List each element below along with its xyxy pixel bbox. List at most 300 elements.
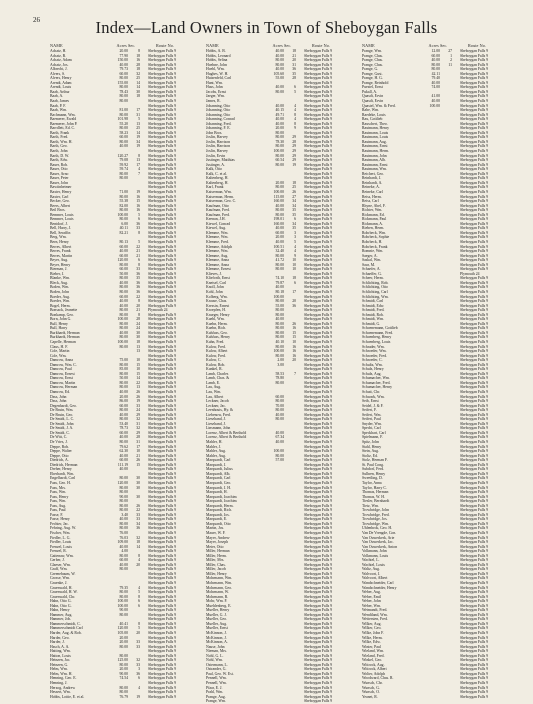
- acres-value: 80.00: [275, 308, 284, 313]
- section-value: 10: [136, 367, 140, 372]
- section-value: 6: [138, 599, 140, 604]
- section-value: 16: [292, 349, 296, 354]
- route-value: Sheboygan Falls 9: [460, 635, 489, 640]
- section-value: 8: [138, 312, 140, 317]
- route-value: Sheboygan Falls 9: [304, 199, 333, 204]
- owner-name: Schaefer, A.: [362, 267, 381, 272]
- section-value: 33: [136, 403, 140, 408]
- route-value: Sheboygan Falls 9: [304, 194, 333, 199]
- route-value: Sheboygan Falls 9: [148, 694, 177, 699]
- acres-value: 86.00: [119, 399, 128, 404]
- owner-name: Engelhardt, Carl: [50, 476, 76, 481]
- route-value: Sheboygan Falls 9: [460, 53, 489, 58]
- owner-name: Cole, Martin: [50, 349, 70, 354]
- acres-value: 40.00: [275, 412, 284, 417]
- owner-name: Faas, Wm.: [50, 490, 67, 495]
- owner-name: Rabe, Wm.: [362, 108, 380, 113]
- owner-name: Seifert, Wm.: [362, 412, 382, 417]
- section-value: 14: [136, 80, 140, 85]
- acres-value: 3.40: [121, 512, 128, 517]
- owner-name: Schaeffer, G.: [362, 271, 382, 276]
- section-value: 29: [292, 158, 296, 163]
- section-value: 4: [294, 249, 296, 254]
- acres-value: 6.00: [121, 221, 128, 226]
- route-value: Sheboygan Falls 9: [460, 658, 489, 663]
- acres-value: 40.00: [275, 53, 284, 58]
- route-value: Sheboygan Falls 9: [304, 117, 333, 122]
- owner-name: Volkmann, Louis: [362, 553, 389, 558]
- owner-name: Hughes, W. H.: [206, 71, 229, 76]
- owner-name: Woodward, Chas. R.: [362, 676, 394, 681]
- acres-value: 40.00: [275, 103, 284, 108]
- route-value: Sheboygan Falls 9: [460, 594, 489, 599]
- owner-name: Rohrbeck, H.: [362, 239, 383, 244]
- owner-name: Helm, Wm.: [50, 667, 68, 672]
- section-value: 7: [138, 171, 140, 176]
- section-value: 36: [136, 221, 140, 226]
- route-value: Sheboygan Falls 9: [148, 631, 177, 635]
- route-value: Sheboygan Falls 9: [148, 440, 177, 445]
- route-value: Sheboygan Falls 9: [304, 612, 333, 617]
- owner-name: Nieman, Mrs.: [206, 649, 227, 654]
- route-value: Sheboygan Falls 9: [148, 249, 177, 254]
- section-value: 4: [294, 108, 296, 113]
- owner-name: Damrow, Ernst: [50, 376, 73, 381]
- owner-name: Damrow, Herman: [50, 385, 78, 390]
- owner-name: Harder, Geo.: [50, 635, 70, 640]
- owner-name: Johanning, Otto: [206, 112, 231, 117]
- route-value: Sheboygan Falls 9: [148, 321, 177, 326]
- owner-name: Marquardt, Carl: [206, 458, 231, 463]
- route-value: Sheboygan Falls 9: [460, 94, 489, 99]
- section-value: 27: [448, 49, 452, 53]
- owner-name: Bell, Harry, J.: [50, 226, 72, 231]
- route-value: Sheboygan Falls 9: [460, 194, 489, 199]
- route-value: Sheboygan Falls 9: [148, 467, 177, 472]
- route-value: Sheboygan Falls 9: [304, 380, 333, 385]
- route-value: Sheboygan Falls 9: [304, 658, 333, 663]
- owner-name: Marquardt, Geo.: [206, 480, 232, 485]
- section-value: 30: [136, 335, 140, 340]
- acres-value: 150.00: [117, 58, 128, 63]
- owner-name: Liesehand, J.: [206, 417, 226, 422]
- acres-value: 60.00: [119, 71, 128, 76]
- owner-name: Gerber, J.: [50, 558, 65, 563]
- route-value: Sheboygan Falls 9: [304, 253, 333, 258]
- route-value: Sheboygan Falls 9: [148, 612, 177, 617]
- section-value: 8: [138, 49, 140, 53]
- owner-name: Winkel, Geo.: [362, 658, 383, 663]
- route-value: Sheboygan Falls 9: [148, 617, 177, 622]
- route-value: Sheboygan Falls 9: [460, 67, 489, 72]
- owner-name: Van De Vrengde, Con.: [362, 530, 397, 535]
- section-value: 20: [292, 299, 296, 304]
- route-value: Sheboygan Falls 9: [304, 226, 333, 231]
- section-value: 21: [136, 453, 140, 458]
- route-value: Sheboygan Falls 9: [304, 130, 333, 135]
- route-value: Sheboygan Falls 9: [148, 553, 177, 558]
- owner-name: Joslin, Harvey: [206, 149, 228, 154]
- acres-value: 40.00: [275, 285, 284, 290]
- owner-name: Rieben, Herm.: [362, 226, 385, 231]
- owner-name: Fischer, Wm.: [50, 530, 71, 535]
- section-value: 36: [136, 526, 140, 531]
- route-value: Sheboygan Falls 9: [148, 421, 177, 426]
- section-value: 36: [136, 289, 140, 294]
- route-value: Sheboygan Falls 9: [148, 449, 177, 454]
- owner-name: Lamb, Charles: [206, 371, 229, 376]
- owner-name: Hammerschmidt Carl: [50, 626, 83, 631]
- owner-name: Burkhardt, Herman: [50, 330, 80, 335]
- section-value: 13: [136, 158, 140, 163]
- route-value: Sheboygan Falls 9: [148, 199, 177, 204]
- owner-name: Jacobs, Ernst: [206, 89, 227, 94]
- route-value: Sheboygan Falls 9: [304, 544, 333, 549]
- route-value: Sheboygan Falls 9: [304, 344, 333, 349]
- route-value: Sheboygan Falls 9: [460, 485, 489, 490]
- owner-name: Berres, Frank: [50, 249, 71, 254]
- route-value: Sheboygan Falls 9: [304, 530, 333, 535]
- route-value: Sheboygan Falls 9: [304, 239, 333, 244]
- owner-name: Weber, Aug.: [362, 590, 381, 595]
- owner-name: Faas, Geo. H.: [50, 480, 71, 485]
- route-value: Sheboygan Falls 9: [304, 676, 333, 681]
- section-value: 29: [292, 144, 296, 149]
- section-value: 13: [136, 349, 140, 354]
- owner-name: Hammerschmidt, C.: [50, 621, 81, 626]
- owner-name: Barth, Edw.: [50, 158, 68, 163]
- owner-name: Deppe, Otto: [50, 453, 69, 458]
- route-value: Sheboygan Falls 9: [304, 681, 333, 686]
- route-value: Sheboygan Falls 9: [304, 644, 333, 649]
- acres-value: 40.00: [275, 440, 284, 445]
- route-value: Sheboygan Falls 9: [460, 585, 489, 590]
- owner-name: Bleck, Aug.: [50, 280, 69, 285]
- owner-name: Faas, Wm.: [50, 499, 67, 504]
- owner-name: Prange, Chas.: [362, 58, 383, 63]
- acres-value: 100.00: [273, 149, 284, 154]
- acres-value: 40.00: [275, 239, 284, 244]
- acres-value: 80.00: [119, 289, 128, 294]
- section-value: 10: [136, 358, 140, 363]
- owner-name: Faas, Henry: [50, 494, 69, 499]
- route-value: Sheboygan Falls 9: [304, 499, 333, 504]
- owner-name: Boeder, Wm.: [50, 299, 71, 304]
- route-value: Sheboygan Falls 9: [460, 640, 489, 645]
- route-value: Sheboygan Falls 9: [460, 126, 489, 131]
- owner-name: Johanning, Otto: [206, 108, 231, 113]
- owner-name: Van Ouwerkerk, Jac.: [362, 540, 394, 545]
- route-value: Sheboygan Falls 9: [304, 390, 333, 395]
- route-value: Sheboygan Falls 9: [148, 130, 177, 135]
- table-row: [50, 695, 206, 700]
- owner-name: Tietz, Wm.: [362, 503, 379, 508]
- section-value: 36: [136, 671, 140, 676]
- owner-name: Wilke, Herm.: [362, 635, 383, 640]
- owner-name: Kulow, Rob.: [206, 362, 226, 367]
- route-value: Sheboygan Falls 9: [148, 294, 177, 299]
- route-value: Sheboygan Falls 9: [460, 149, 489, 154]
- owner-name: Heinzen, G.: [50, 662, 69, 667]
- route-value: Sheboygan Falls 9: [304, 617, 333, 622]
- acres-value: 40.00: [275, 226, 284, 231]
- route-value: Sheboygan Falls 9: [460, 667, 489, 672]
- section-value: 15: [136, 362, 140, 367]
- owner-name: Linsmann, John: [206, 426, 231, 431]
- route-value: Sheboygan Falls 9: [460, 117, 489, 122]
- acres-value: 20.00: [119, 635, 128, 640]
- route-value: Sheboygan Falls 9: [460, 644, 489, 649]
- owner-name: Mohrmann, W.: [206, 590, 229, 595]
- route-value: Sheboygan Falls 9: [304, 180, 333, 185]
- section-value: 18: [136, 94, 140, 99]
- section-value: 25: [136, 126, 140, 131]
- acres-value: 80.00: [119, 335, 128, 340]
- section-value: 25: [136, 76, 140, 81]
- section-value: 29: [136, 412, 140, 417]
- section-value: 4: [294, 244, 296, 249]
- route-value: Sheboygan Falls 9: [304, 321, 333, 326]
- route-value: Sheboygan Falls 9: [148, 203, 177, 208]
- acres-value: 80.00: [119, 194, 128, 199]
- owner-name: Schlichting, Otto: [362, 285, 388, 290]
- owner-name: Schmidt, Edw.: [362, 303, 385, 308]
- owner-name: Rohrbeck, Wm.: [362, 230, 387, 235]
- route-value: Sheboygan Falls 9: [148, 499, 177, 504]
- owner-name: Kroepfen, H.: [206, 308, 226, 313]
- owner-name: Damrow, Anna: [50, 358, 73, 363]
- acres-value: 79.35: [119, 585, 128, 590]
- route-value: Sheboygan Falls 9: [148, 335, 177, 340]
- owner-name: Schulz, Aug.: [362, 371, 382, 376]
- owner-name: James, R.: [206, 99, 221, 104]
- owner-name: Johanning, Conrad: [206, 117, 235, 122]
- route-value: Sheboygan Falls 9: [304, 235, 333, 240]
- acres-value: 80.00: [119, 485, 128, 490]
- owner-name: Mahler, H.: [206, 440, 223, 445]
- owner-name: Wilker, Geo.: [362, 626, 382, 631]
- acres-value: 80.00: [431, 62, 440, 67]
- acres-value: 55.00: [275, 303, 284, 308]
- route-value: Sheboygan Falls 9: [304, 53, 333, 58]
- route-value: Sheboygan Falls 9: [460, 135, 489, 140]
- owner-name: McKinnon, A.: [206, 640, 228, 645]
- owner-name: Rautmann, Louis: [362, 130, 389, 135]
- route-value: Sheboygan Falls 9: [148, 621, 177, 626]
- section-value: 10: [292, 340, 296, 344]
- section-value: 34: [136, 139, 140, 144]
- route-value: Sheboygan Falls 9: [304, 403, 333, 408]
- owner-name: Mahler, Aug.: [206, 453, 226, 458]
- route-value: Sheboygan Falls 9: [304, 67, 333, 72]
- owner-name: Reineke, A.: [362, 185, 380, 190]
- column-header: [206, 42, 362, 49]
- owner-name: Hobbs, Lottie, E. et al.: [50, 694, 85, 699]
- owner-name: Rickmann, Ed.: [362, 212, 385, 217]
- acres-value: 60.54: [275, 158, 284, 163]
- route-value: Sheboygan Falls 9: [460, 103, 489, 108]
- owner-name: Ostermann, L.: [206, 662, 228, 667]
- section-value: 16: [136, 208, 140, 213]
- owner-name: Reinhardt, A.: [362, 180, 383, 185]
- route-value: Sheboygan Falls 9: [460, 453, 489, 458]
- owner-name: Wittrock, Albert: [362, 667, 387, 672]
- route-value: Sheboygan Falls 9: [148, 690, 177, 695]
- owner-name: Bonkamp, Geo.: [50, 312, 74, 317]
- route-value: Sheboygan Falls 9: [148, 608, 177, 613]
- owner-name: Kulow, Fred.: [206, 353, 226, 358]
- route-value: Sheboygan Falls 9: [148, 444, 177, 449]
- section-value: 36: [136, 280, 140, 285]
- owner-name: Bern, Henry: [50, 239, 69, 244]
- route-value: Sheboygan Falls 9: [304, 276, 333, 281]
- owner-name: Schroeder, C.: [362, 358, 383, 363]
- route-value: Sheboygan Falls 9: [460, 208, 489, 213]
- owner-name: Kaufman, Fred.: [206, 208, 230, 213]
- owner-name: Klemme, Anna: [206, 258, 229, 263]
- owner-name: Wunsch, Chr.: [362, 681, 383, 686]
- section-value: 8: [138, 262, 140, 267]
- section-value: 35: [292, 212, 296, 217]
- owner-name: Stolz, Herman F.: [362, 458, 388, 463]
- owner-name: Uhlenbrok, Geo. H.: [362, 526, 393, 531]
- section-value: 19: [136, 399, 140, 404]
- acres-value: 80.00: [119, 567, 128, 572]
- section-value: 27: [292, 194, 296, 199]
- route-value: Sheboygan Falls 9: [148, 390, 177, 395]
- route-value: Sheboygan Falls 9: [148, 185, 177, 190]
- route-value: Sheboygan Falls 9: [460, 176, 489, 181]
- owner-name: Seifert, F.: [362, 408, 377, 413]
- acres-value: 80.00: [119, 662, 128, 667]
- owner-name: Gruenwald, H.: [50, 585, 73, 590]
- route-value: Sheboygan Falls 9: [460, 276, 489, 281]
- route-value: Sheboygan Falls 9: [148, 303, 177, 308]
- owner-name: Mohrmann, R.: [206, 594, 229, 599]
- owner-name: Kaiserman, Wm.: [206, 189, 232, 194]
- route-value: Sheboygan Falls 9: [148, 271, 177, 276]
- route-value: Sheboygan Falls 9: [460, 340, 489, 344]
- owner-name: Schoenberg, Louis: [362, 340, 391, 344]
- owner-name: Quasdt, Ervin: [362, 94, 384, 99]
- section-value: 35: [292, 71, 296, 76]
- route-value: Sheboygan Falls 9: [460, 212, 489, 217]
- owner-name: Blanke, Wm.: [50, 276, 71, 281]
- route-value: Sheboygan Falls 9: [148, 58, 177, 63]
- route-value: Sheboygan Falls 9: [460, 294, 489, 299]
- section-value: 6: [138, 217, 140, 222]
- route-value: Sheboygan Falls 9: [460, 326, 489, 331]
- owner-name: Faas, Mrs.: [50, 485, 66, 490]
- owner-name: Baab, Arthur: [50, 89, 70, 94]
- route-value: Sheboygan Falls 9: [148, 221, 177, 226]
- acres-value: 79.62: [119, 444, 128, 449]
- owner-name: Hoehl, Wm.: [206, 67, 225, 72]
- section-value: 15: [292, 330, 296, 335]
- route-value: Sheboygan Falls 9: [304, 108, 333, 113]
- route-value: Sheboygan Falls 9: [460, 253, 489, 258]
- owner-name: Hahn, Otto G.: [50, 599, 72, 604]
- owner-name: Berg, Wm.: [50, 235, 67, 240]
- owner-name: Damrow, Ed.: [50, 390, 71, 395]
- owner-name: Scheer, Herm.: [362, 276, 384, 281]
- acres-value: 109.00: [117, 540, 128, 545]
- route-value: Sheboygan Falls 9: [460, 89, 489, 94]
- owner-name: Bogel, Herm.: [50, 303, 71, 308]
- route-value: Sheboygan Falls 9: [148, 494, 177, 499]
- route-value: Sheboygan Falls 9: [304, 349, 333, 354]
- owner-name: Frenzel, Louis: [50, 544, 72, 549]
- section-value: 30: [136, 480, 140, 485]
- route-value: Sheboygan Falls 9: [460, 390, 489, 395]
- owner-name: Johanning, F. E.: [206, 126, 231, 131]
- section-value: 4: [138, 685, 140, 690]
- route-value: Sheboygan Falls 9: [304, 449, 333, 454]
- route-value: Sheboygan Falls 9: [460, 567, 489, 572]
- acres-value: 40.00: [119, 249, 128, 254]
- owner-name: Hahn, Otto G.: [50, 603, 72, 608]
- section-value: 13: [136, 385, 140, 390]
- acres-value: 90.00: [119, 671, 128, 676]
- owner-name: Seidel, J. & F.: [362, 403, 384, 408]
- route-value: Sheboygan Falls 9: [304, 580, 333, 585]
- section-value: 18: [292, 49, 296, 53]
- owner-name: Kuehn, Rich.: [206, 326, 227, 331]
- route-value: Sheboygan Falls 9: [148, 299, 177, 304]
- route-value: Sheboygan Falls 9: [148, 562, 177, 567]
- section-value: 18: [136, 67, 140, 72]
- section-value: 35: [136, 276, 140, 281]
- owner-name: Gruenwald, H. W.: [50, 590, 78, 595]
- owner-name: St. Paul Cong.: [362, 462, 384, 467]
- route-value: Sheboygan Falls 9: [148, 603, 177, 608]
- section-value: 28: [292, 139, 296, 144]
- owner-name: Kiewel, Conrad: [206, 221, 231, 226]
- section-value: 24: [136, 321, 140, 326]
- section-value: 20: [136, 562, 140, 567]
- acres-value: 40.00: [119, 390, 128, 395]
- owner-name: Bawtinheimer: [50, 185, 72, 190]
- route-value: Sheboygan Falls 9: [304, 508, 333, 513]
- owner-name: Prange, Wm.: [362, 49, 382, 53]
- owner-name: Rickmann, Paul: [362, 217, 387, 222]
- acres-value: 40.00: [119, 299, 128, 304]
- acres-value: 60.00: [119, 135, 128, 140]
- section-value: 16: [292, 326, 296, 331]
- owner-name: Prange, G.: [362, 67, 379, 72]
- section-value: 30: [136, 330, 140, 335]
- route-value: Sheboygan Falls 9: [148, 253, 177, 258]
- route-value: Sheboygan Falls 9: [148, 53, 177, 58]
- route-value: Sheboygan Falls 9: [304, 262, 333, 267]
- header-acres-sec: [266, 42, 298, 49]
- owner-name: Deppe, Rob.: [50, 444, 70, 449]
- section-value: 26: [292, 321, 296, 326]
- owner-name: De Smidt, L. C.: [50, 417, 75, 422]
- route-value: Sheboygan Falls 9: [460, 267, 489, 272]
- owner-name: Reiss, Carl: [362, 199, 379, 204]
- acres-value: 80.00: [275, 353, 284, 358]
- section-value: 18: [292, 180, 296, 185]
- owner-name: Weber, John: [362, 599, 381, 604]
- route-value: Sheboygan Falls 9: [460, 590, 489, 595]
- owner-name: Kuhfuss, Geo.: [206, 330, 228, 335]
- route-value: Sheboygan Falls 9: [304, 458, 333, 463]
- acres-value: 80.00: [275, 326, 284, 331]
- owner-name: Bieber, J.: [50, 271, 65, 276]
- acres-value: 80.00: [119, 690, 128, 695]
- route-value: Sheboygan Falls 9: [460, 362, 489, 367]
